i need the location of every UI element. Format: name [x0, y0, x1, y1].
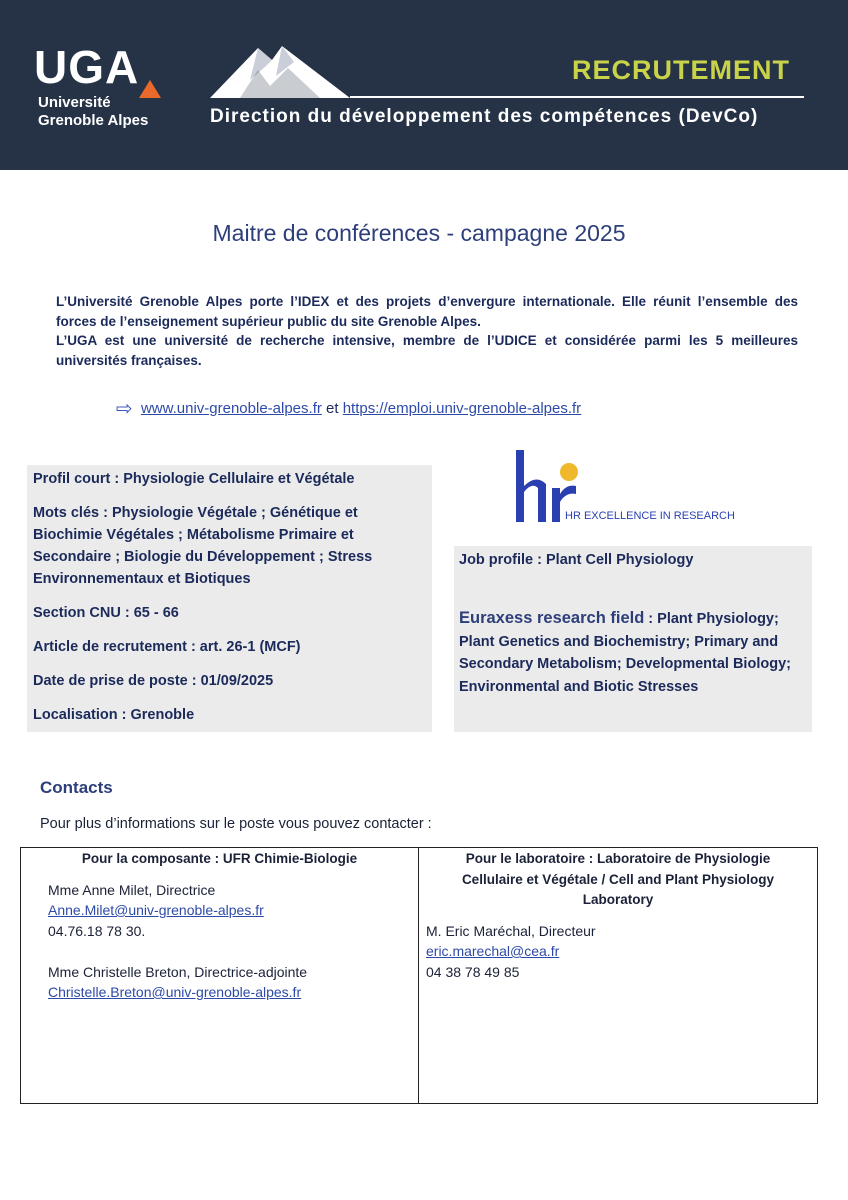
contact-name: Mme Christelle Breton, Directrice-adjointe	[48, 963, 308, 980]
euraxess-field-value: : Plant Physiology; Plant Genetics and Biochemistry; Primary and Secondary Metabolism; Developmental Biology; Environmental and Biotic Stresses	[459, 611, 791, 695]
intro-paragraph-2: L’UGA est une université de recherche intensive, membre de l’UDICE et considérée parmi les 5 meilleures universités françaises.	[56, 333, 798, 368]
euraxess-box	[454, 546, 812, 732]
website-links	[116, 396, 581, 421]
section-cnu: Section CNU : 65 - 66	[33, 605, 179, 621]
contact-phone: 04.76.18 78 30.	[48, 922, 146, 939]
uga-website-link[interactable]: www.univ-grenoble-alpes.fr	[140, 400, 322, 417]
job-profile: Job profile : Plant Cell Physiology	[459, 552, 694, 568]
contact-email-link[interactable]: Anne.Milet@univ-grenoble-alpes.fr	[48, 902, 264, 918]
euraxess-field	[459, 607, 807, 698]
header-banner	[0, 0, 848, 170]
uga-wordmark: UGA	[34, 41, 140, 93]
contact-name: Mme Anne Milet, Directrice	[48, 881, 216, 898]
profil-court: Profil court : Physiologie Cellulaire et Végétale	[33, 471, 355, 487]
emploi-website-link[interactable]: https://emploi.univ-grenoble-alpes.fr	[342, 400, 582, 417]
contacts-intro: Pour plus d’informations sur le poste vous pouvez contacter :	[40, 816, 432, 832]
uga-triangle-icon	[139, 80, 161, 98]
profile-box	[27, 465, 432, 732]
contact-phone: 04 38 78 49 85	[426, 963, 520, 980]
banner-divider	[350, 96, 804, 98]
composante-header: Pour la composante : UFR Chimie-Biologie	[81, 851, 358, 866]
laboratoire-header: Pour le laboratoire : Laboratoire de Physiologie Cellulaire et Végétale / Cell and Plant Physiology Laboratory	[461, 851, 775, 907]
mots-cles: Mots clés : Physiologie Végétale ; Génétique et Biochimie Végétales ; Métabolisme Primaire et Secondaire ; Biologie du Développement ; Stress Environnementaux et Biotiques	[33, 505, 373, 587]
article-recrutement: Article de recrutement : art. 26-1 (MCF)	[33, 639, 301, 655]
contact-email-link[interactable]: eric.marechal@cea.fr	[426, 943, 560, 959]
contact-name: M. Eric Maréchal, Directeur	[426, 922, 596, 939]
contacts-table	[20, 847, 818, 1104]
mountain-icon	[210, 40, 350, 98]
localisation: Localisation : Grenoble	[33, 707, 195, 723]
uga-name-line2: Grenoble Alpes	[38, 112, 149, 129]
page-title: Maitre de conférences - campagne 2025	[212, 220, 626, 246]
euraxess-field-label: Euraxess research field	[459, 609, 645, 627]
arrow-right-icon: ⇨	[116, 398, 133, 420]
contact-email-link[interactable]: Christelle.Breton@univ-grenoble-alpes.fr	[48, 984, 302, 1000]
banner-subtitle: Direction du développement des compétences (DevCo)	[210, 106, 759, 127]
contacts-heading: Contacts	[40, 778, 113, 797]
contact-column-laboratoire	[419, 848, 817, 1103]
uga-logo	[34, 41, 184, 134]
intro-text	[56, 292, 798, 370]
recrutement-label: RECRUTEMENT	[572, 55, 790, 85]
composante-contacts	[48, 880, 418, 1003]
hr-logo-text: HR EXCELLENCE IN RESEARCH	[565, 510, 735, 522]
contact-column-composante	[21, 848, 419, 1103]
laboratoire-contacts	[426, 921, 817, 983]
intro-paragraph-1: L’Université Grenoble Alpes porte l’IDEX et des projets d’envergure internationale. Elle réunit l’ensemble des forces de l’enseignement supérieur public du site Grenoble Alpes.	[56, 294, 798, 329]
date-prise-poste: Date de prise de poste : 01/09/2025	[33, 673, 274, 689]
uga-name-line1: Université	[38, 94, 111, 111]
links-separator: et	[326, 400, 339, 417]
spacer	[48, 941, 418, 962]
